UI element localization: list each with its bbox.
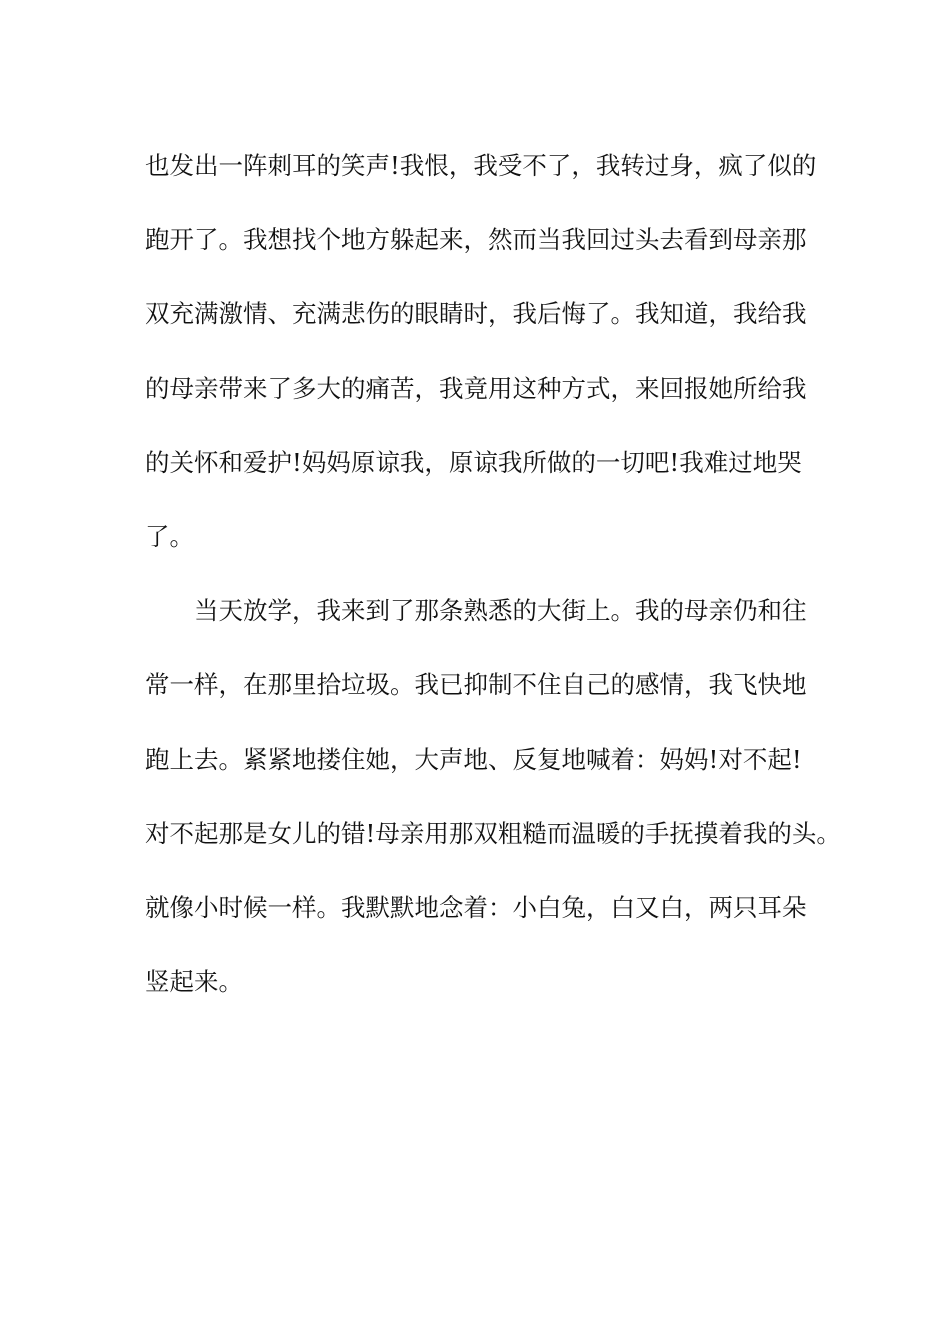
text-line: 对不起那是女儿的错!母亲用那双粗糙而温暖的手抚摸着我的头。: [145, 818, 841, 848]
text-line: 的母亲带来了多大的痛苦，我竟用这种方式，来回报她所给我: [145, 373, 807, 403]
text-line: 跑开了。我想找个地方躲起来，然而当我回过头去看到母亲那: [145, 225, 807, 255]
text-line: 双充满激情、充满悲伤的眼睛时，我后悔了。我知道，我给我: [145, 299, 807, 329]
text-line: 了。: [145, 521, 194, 551]
text-line: 跑上去。紧紧地搂住她，大声地、反复地喊着：妈妈!对不起!: [145, 744, 802, 774]
text-line: 常一样，在那里拾垃圾。我已抑制不住自己的感情，我飞快地: [145, 670, 807, 700]
text-line: 也发出一阵刺耳的笑声!我恨，我受不了，我转过身，疯了似的: [145, 151, 817, 180]
text-line: 就像小时候一样。我默默地念着：小白兔，白又白，两只耳朵: [145, 892, 807, 922]
paragraph-start-line: 当天放学，我来到了那条熟悉的大街上。我的母亲仍和往: [194, 596, 807, 626]
text-line: 的关怀和爱护!妈妈原谅我，原谅我所做的一切吧!我难过地哭: [145, 447, 802, 477]
body-text: [145, 129, 845, 1019]
text-line: 竖起来。: [145, 967, 243, 997]
